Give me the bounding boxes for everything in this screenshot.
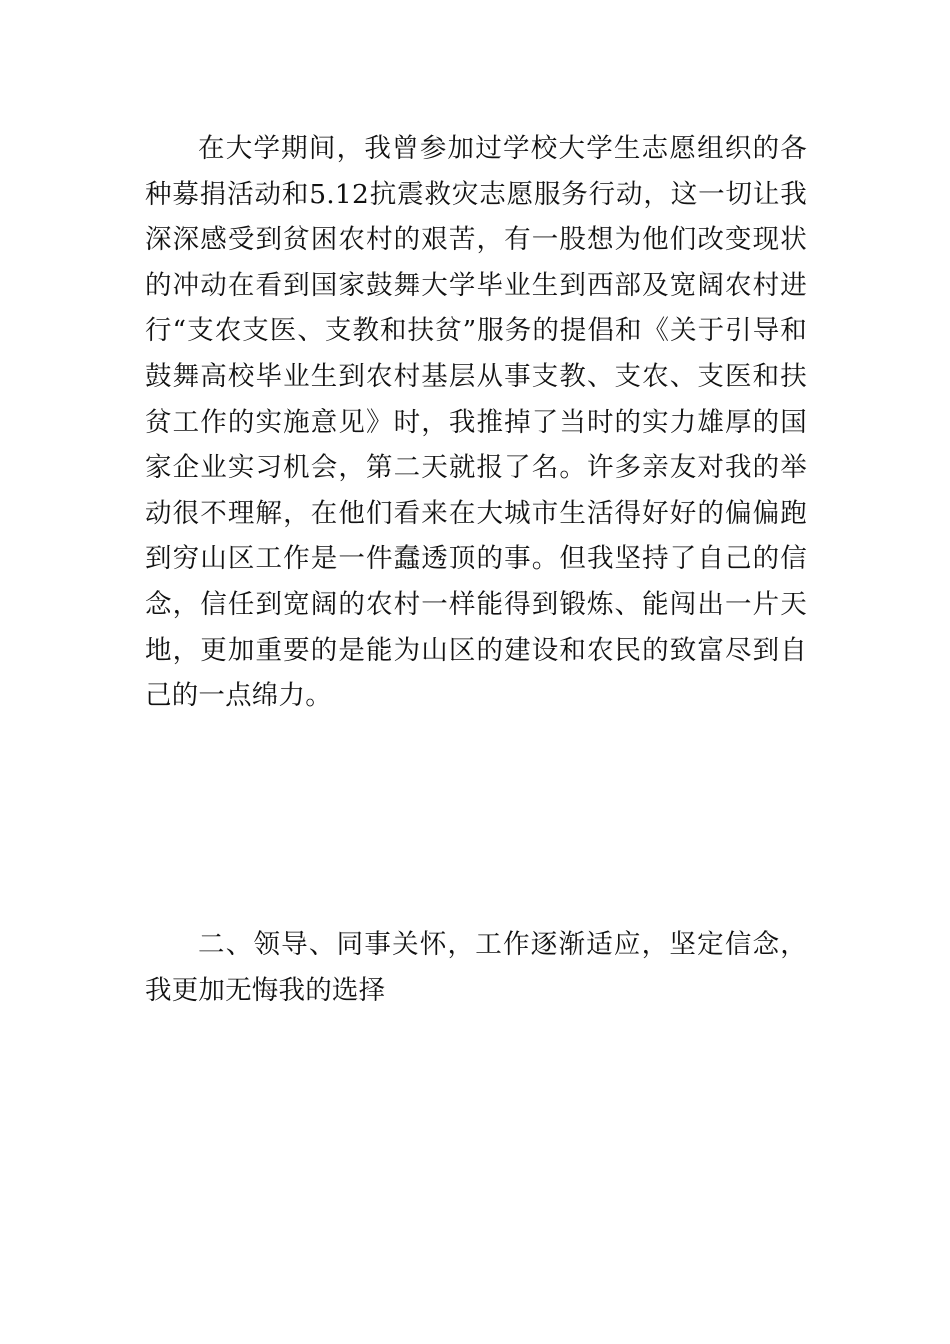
- body-paragraph: 在大学期间，我曾参加过学校大学生志愿组织的各种募捐活动和5.12抗震救灾志愿服务行动，这一切让我深深感受到贫困农村的艰苦，有一股想为他们改变现状的冲动在看到国家鼓舞大学毕业生到西部及宽阔农村进行“支农支医、支教和扶贫”服务的提倡和《关于引导和鼓舞高校毕业生到农村基层从事支教、支农、支医和扶贫工作的实施意见》时，我推掉了当时的实力雄厚的国家企业实习机会，第二天就报了名。许多亲友对我的举动很不理解，在他们看来在大城市生活得好好的偏偏跑到穷山区工作是一件蠢透顶的事。但我坚持了自己的信念，信任到宽阔的农村一样能得到锻炼、能闯出一片天地，更加重要的是能为山区的建设和农民的致富尽到自己的一点绵力。: [145, 133, 807, 712]
- section-heading-paragraph: 二、领导、同事关怀，工作逐渐适应，坚定信念，我更加无悔我的选择: [145, 929, 807, 1006]
